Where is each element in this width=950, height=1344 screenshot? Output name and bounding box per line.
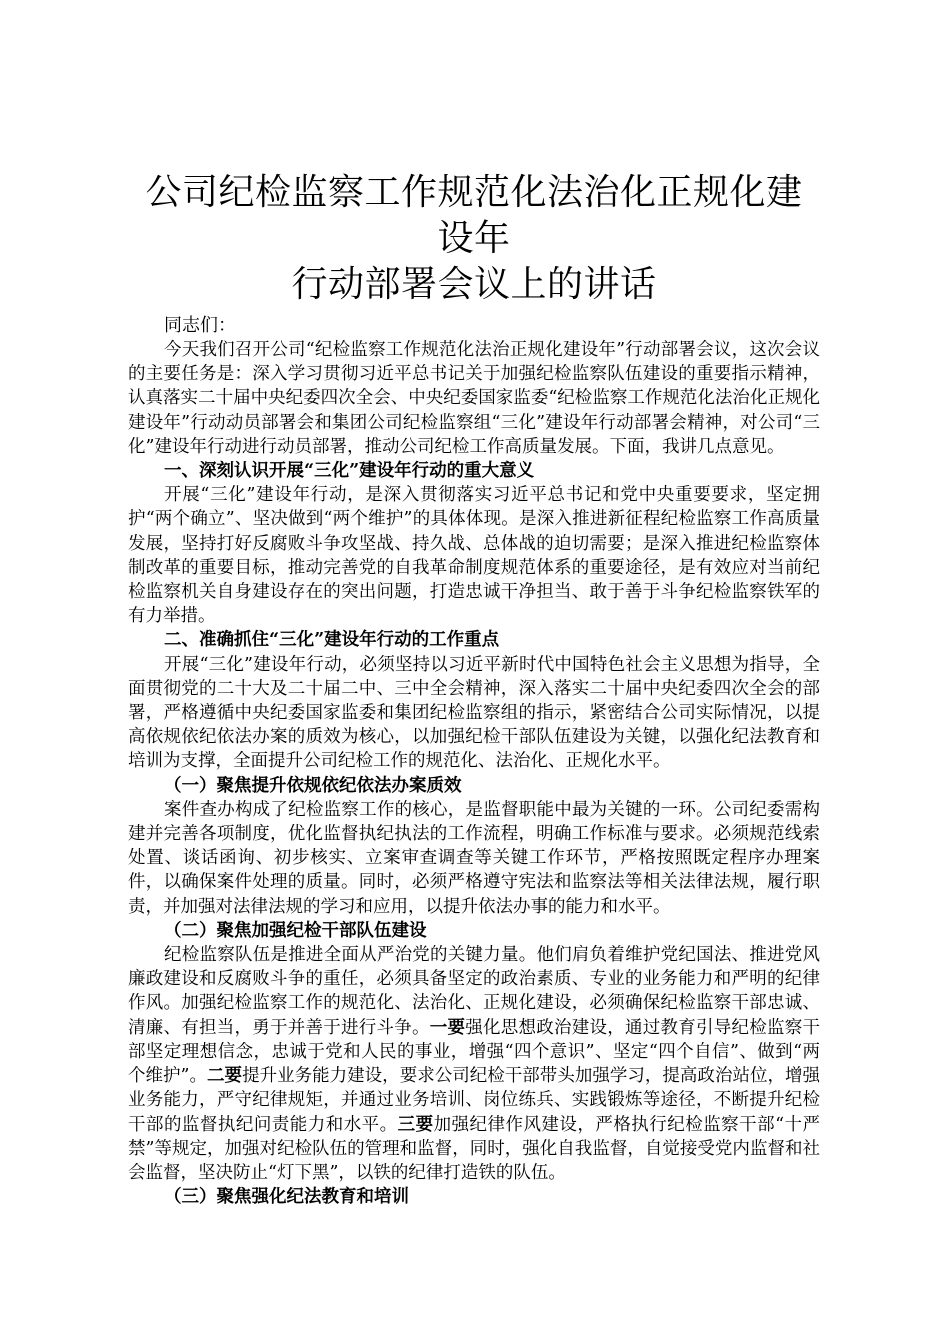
sub2-text-part1: 纪检监察队伍是推进全面从严治党的关键力量。他们肩负着维护党纪国法、推进党风廉政建设和反腐败斗争的重任，必须具备坚定的政治素质、专业的业务能力和严明的纪律作风。加强纪检监察工作的规范化、法治化、正规化建设，必须确保纪检监察干部忠诚、清廉、有担当，勇于并善于进行斗争。 — [128, 945, 820, 1038]
subsection1-heading: （一）聚焦提升依规依纪依法办案质效 — [164, 775, 462, 796]
sub2-text-part4: 加强纪律作风建设，严格执行纪检监察干部“十严禁”等规定，加强对纪检队伍的管理和监督，同时，强化自我监督，自觉接受党内监督和社会监督，坚决防止“灯下黑”，以铁的纪律打造铁的队伍。 — [128, 1114, 820, 1183]
subsection2-paragraph — [128, 943, 820, 1185]
section2-paragraph: 开展“三化”建设年行动，必须坚持以习近平新时代中国特色社会主义思想为指导，全面贯彻党的二十大及二十届二中、三中全会精神，深入落实二十届中央纪委四次全会的部署，严格遵循中央纪委国家监委和集团纪检监察组的指示，紧密结合公司实际情况，以提高依规依纪依法办案的质效为核心，以加强纪检干部队伍建设为关键，以强化纪法教育和培训为支撑，全面提升公司纪检工作的规范化、法治化、正规化水平。 — [128, 654, 820, 772]
subsection2-heading: （二）聚焦加强纪检干部队伍建设 — [164, 920, 427, 941]
section1-heading: 一、深刻认识开展“三化”建设年行动的重大意义 — [164, 461, 535, 482]
section1-paragraph: 开展“三化”建设年行动，是深入贯彻落实习近平总书记和党中央重要要求，坚定拥护“两个确立”、坚决做到“两个维护”的具体体现。是深入推进新征程纪检监察工作高质量发展，坚持打好反腐败斗争攻坚战、持久战、总体战的迫切需要；是深入推进纪检监察体制改革的重要目标，推动完善党的自我革命制度规范体系的重要途径，是有效应对当前纪检监察机关自身建设存在的突出问题，打造忠诚干净担当、敢于善于斗争纪检监察铁军的有力举措。 — [128, 485, 820, 627]
subsection3-heading: （三）聚焦强化纪法教育和培训 — [164, 1187, 409, 1208]
sub2-emphasis-1: 一要 — [429, 1017, 466, 1038]
salutation: 同志们： — [164, 315, 236, 336]
intro-paragraph: 今天我们召开公司“纪检监察工作规范化法治正规化建设年”行动部署会议，这次会议的主要任务是：深入学习贯彻习近平总书记关于加强纪检监察队伍建设的重要指示精神，认真落实二十届中央纪委四次全会、中央纪委国家监委“纪检监察工作规范化法治化正规化建设年”行动动员部署会和集团公司纪检监察组“三化”建设年行动部署会精神，对公司“三化”建设年行动进行动员部署，推动公司纪检工作高质量发展。下面，我讲几点意见。 — [128, 340, 820, 457]
title-line-2: 行动部署会议上的讲话 — [291, 264, 657, 305]
sub2-text-part2: 强化思想政治建设，通过教育引导纪检监察干部坚定理想信念，忠诚于党和人民的事业，增强“四个意识”、坚定“四个自信”、做到“两个维护”。 — [128, 1017, 820, 1087]
sub2-text-part3: 提升业务能力建设，要求公司纪检干部带头加强学习，提高政治站位，增强业务能力，严守纪律规矩，并通过业务培训、岗位练兵、实践锻炼等途径，不断提升纪检干部的监督执纪问责能力和水平。 — [128, 1066, 821, 1135]
sub2-emphasis-2: 二要 — [207, 1066, 243, 1087]
document-title — [128, 170, 820, 308]
subsection1-paragraph: 案件查办构成了纪检监察工作的核心，是监督职能中最为关键的一环。公司纪委需构建并完善各项制度，优化监督执纪执法的工作流程，明确工作标准与要求。必须规范线索处置、谈话函询、初步核实、立案审查调查等关键工作环节，严格按照既定程序办理案件，以确保案件处理的质量。同时，必须严格遵守宪法和监察法等相关法律法规，履行职责，并加强对法律法规的学习和应用，以提升依法办事的能力和水平。 — [128, 799, 820, 917]
section2-heading: 二、准确抓住“三化”建设年行动的工作重点 — [164, 630, 500, 651]
document-page — [128, 170, 820, 1209]
title-line-1: 公司纪检监察工作规范化法治化正规化建设年 — [145, 172, 803, 259]
sub2-emphasis-3: 三要 — [397, 1114, 434, 1135]
